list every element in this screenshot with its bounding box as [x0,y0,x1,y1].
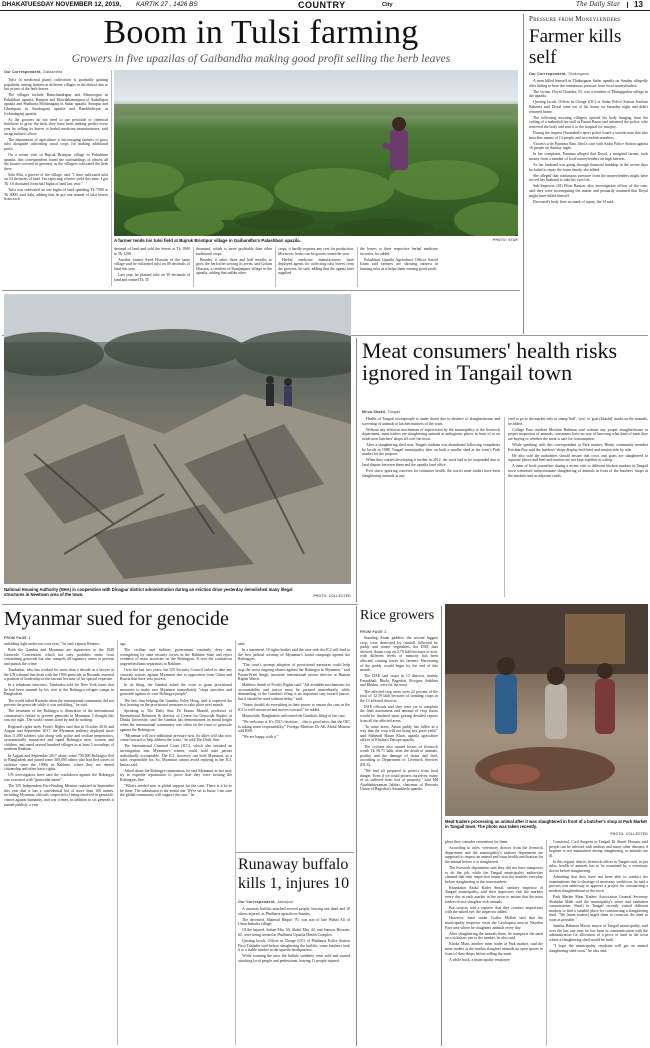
column-rule [235,640,236,1045]
myanmar-col3-para: In a statement, 10 rights bodies said the case with the ICJ will lead to the first judicial scrutiny of Myanmar's brutal campaign against the Rohingyas. [238,648,350,662]
meat-col1-para: When they started developing it further in 2012, the work had to be suspended due to land dispute between them and the upazila land office. [362,458,500,467]
section-rule [356,338,357,602]
meat-col2-para: A team of local journalists during a recent visit to different kitchen markets in Tangail town witnessed indiscriminate slaughtering of animals in front of the butchers' shops at the markets and on adjacent roads. [508,464,648,478]
meat-cont-left-para: However, meat trader Gaffar Mollah said that the municipality inspector visits the Lawhapara area in Nayabar Para area where he slaughters animals every day. [445,916,543,930]
meat-col1-para: Without any effective mechanism of supervision by the municipality or the livestock department, meat traders are slaughtering animals at unhygienic places in front of or on roads near butchers' shops all over the town. [362,427,500,441]
meat-cont-left-para: Khoka Mian, another meat trader at Park market, said the meat traders at the market slaughter animals on open spaces in front of their shops before selling the meat. [445,942,543,956]
column-rule [357,247,358,287]
farmer-para: As her husband was going through financial hardship in the recent days he failed to repay the loans timely, she added. [529,163,648,172]
farmer-para: Deceased's body bore no mark of injury, the SI said. [533,199,615,204]
tulsi-subhead: Growers in five upazilas of Gaibandha making good profit selling the herb leaves [71,52,451,65]
meat-col1-para: Health of Tangail townspeople is under threat due to absence of slaughterhouse and screening of animals at kitchen markets of the town. [362,417,500,426]
rice-para: The affected crop areas were 22 percent of the total of 12.59 lakh hectares of standing crops in the 13 affected districts. [360,689,438,703]
farmer-para: She alleged that continuous pressure from the moneylenders might have forced her husband to take his own life. [529,173,648,183]
farmer-para: The following morning villagers spotted his body hanging from the ceiling of a makeshift tea stall at Pasani Bazar and informed the police, who retrieved the body and sent it to the hospital for autopsy. [529,115,648,129]
meat-col1-para: Ever since, ignoring concerns for consumer health, the town's meat traders have been slaughtering animals at any [362,468,500,478]
rice-from-page: FROM PAGE 1 [360,630,387,634]
myanmar-col1-para: In a telephone interview, Tambadou told the New York times that he had been stunned by his visit to the Rohingya refugee camps in Bangladesh. [4,683,114,697]
masthead-divider [627,2,628,8]
farmer-para: Sub-Inspector (SI) Pilon Ranjan, also investigation officer of the case, said they were investigating the matter and primarily assumed that Doyal might have killed himself. [529,184,648,198]
farmer-figure [382,117,408,170]
meat-byline: Mirza Shakil, Tangail [362,410,401,414]
myanmar-col1-para: The treatment of the Rohingya is illustrative of the international community's failure to prevent genocide in Myanmar. I thought this was not right. The world cannot stand by and do nothing. [4,709,114,723]
farmer-body [529,79,648,329]
myanmar-column-1 [4,642,114,1046]
farmer-para: During the inquest (Suratahal) report police found a suicide note that also inscribes names of 14 people and two mobile numbers. [529,130,648,140]
farmer-para: In her complaint, Purnima alleged that Doyal, a marginal farmer, took money from a number of local moneylenders on high interest. [529,152,648,161]
tulsi-column-1 [4,78,108,286]
tulsi-headline-text: Boom in Tulsi farming [103,16,419,51]
buffalo-body [238,907,350,1046]
meat-traders-photo [445,604,648,816]
section-divider [236,852,354,853]
masthead-page-number: 13 [634,0,643,9]
myanmar-col2-para: The civilian and military government routinely deny any wrongdoing by state security forces in the Rakhine State and reject evidence of mass atrocities on the Rohingyas. It sees the crackdown targeted militant separatists in Rakhine. [120,648,232,666]
myanmar-col1-para: The world failed Rwanda when the international community did not prevent the genocide while it was unfolding," he said. [4,698,114,708]
meat-col2-para: He also said the authorities should ensure that cows and goats are slaughtered in separate places and beef and mutton are not kept together at a shop. [508,453,648,463]
masthead-section: COUNTRY [298,0,346,10]
myanmar-col2-para: The International Criminal Court (ICC), which also initiated an investigation into Myanmar's crimes, could hold state parties individually accountable. The ICJ, however, can hold Myanmar, as a state, responsible for. So, Myanmar cannot avoid replying to the ICJ, Imtiaz said. [120,744,232,767]
buffalo-para: Quoting locals, Officer in Charge (OC) of Phulbaria Police Station Firoj Talukder said before slaughtering the buffalo, some butchers took it to a stable market in the upazila headquarters. [238,939,350,953]
meat-headline-text: Meat consumers' health risks ignored in Tangail town [362,340,618,385]
farmer-headline [529,26,648,72]
column-rule [117,640,118,1045]
tulsi-byline: Our Correspondent, Gaibandha [4,70,63,74]
tulsi-column-4 [278,247,354,287]
myanmar-col3-para: "The court's prompt adoption of provisional measures could help stop the worst ongoing abuses against the Rohingya in Myanmar," said Param-Preet Singh, associate international justice director at Human Rights Watch. [238,663,350,682]
rice-para: DAE officials said they were yet to complete the final assessment and amount of crop losses would be finalised upon getting detailed reports from all the affected areas. [360,704,438,723]
myanmar-col3-para: Matthew Smith of Fortify Rights said: "All available mechanisms for accountability and justice must be pursued immediately, while dismantling of the Gambia's filing is an important step toward justice, but it should be used without delay," said. [238,683,350,702]
meat-cont-left-para: Khandakar Abdul Kader Sinial, sanitary inspector of Tangail municipality, said their inspectors visit the markets every day at each market in the town to ensure that the meat traders do not slaughter sick animals. [445,885,543,904]
meat-cont-left-para: But sources told a reporter that they conduct inspections with the naked eye, the inspector added. [445,905,543,915]
section-divider [2,604,358,605]
myanmar-col3-para: "States should do everything in their power to ensure the case in the ICJ is well resourced and moves forward," he added. [238,703,350,712]
meat-cont-left-para: A while back, a municipality employee [449,957,510,962]
column-rule [546,840,547,1046]
meat-cont-right-para: Admitting that they have not been able to conduct the examinations due to shortage of necessary workforce, he said a process was underway to approve a project for constructing a modern slaughterhouse in the town. [549,875,648,893]
tulsi-col2-para: Last year, he planted tulsi on 30 decimals of land and earned Tk 35 [114,272,190,282]
masthead-paper-name: The Daily Star [576,1,620,8]
myanmar-col1-para: Tambadou, who has worked for more than a decade as a lawyer at the UN tribunal that dealt with the 1994 genocide in Rwanda, asserted a position of leadership in the lawsuit because of his special expertise. [4,667,114,682]
meat-column-1 [362,417,500,597]
masthead-bangla-date: KARTIK 27 , 1426 BS [136,1,198,8]
tulsi-column-2 [114,247,190,287]
buffalo-para: The deceased, Shamsul Haque, 70, was son of late Wahid Ali of Umar Imbalia village. [238,917,350,927]
masthead [0,0,650,11]
meat-cont-right-para: In this regard, district livestock officer in Tangail said, as per rules, health of animals has to be examined by a veterinary doctor before slaughtering. [549,859,648,874]
buffalo-byline: Our Correspondent, Jamalpur [238,900,294,904]
section-divider [2,290,520,291]
rice-headline-text: Rice growers [360,608,435,623]
myanmar-headline-text: Myanmar sued for genocide [4,608,229,630]
myanmar-col2-para: Asked about the Rohingya repatriation, he said Myanmar in fact may try to expedite repatriation to prove that they were treating the Rohingyas fine. [120,768,232,783]
myanmar-col3-para: "We are happy with it." [242,735,279,740]
buffalo-headline-text: Runaway buffalo kills 1, injures 10 [238,856,350,892]
myanmar-col2-para: Over the last two years, the UN Security Council failed to take any concrete actions against Myanmar due to opposition from China and Russia that have veto powers. [120,667,232,682]
tulsi-col2-para: Another farmer Syed Hossain of the same village said he cultivated tulsi on 80 decimals of land this year. [114,257,190,271]
tulsi-photo-scene [114,70,518,236]
rice-para: The cyclone also caused losses of livestock worth Tk 50.71 lakh, after the death of animals, poultry and the damage of farms and feed, according to Department of Livestock Services (DLS). [360,744,438,767]
tulsi-photo-caption: A farmer tends his tulsi field at Bujruk Bristipur village in Gaibandha's Palashbari upazila. [114,238,301,243]
nha-people [266,376,292,406]
myanmar-col1-para: unfolding right under our own eyes," he said. reports Reuters. [4,642,101,646]
section-rule [523,14,524,334]
meat-cont-right-para: Jamilur Rahman Miron, mayor of Tangail municipality, said over the last one year, he has been in communication with the administration for allocation of a piece of land in the town where a slaughtering shed would be built. [549,924,648,942]
myanmar-col2-para: In its filing, the Gambia asked the court to grant provisional measures to make sure Myanmar immediately "stops atrocities and genocide against its own Rohingya people". [120,683,232,697]
myanmar-from-page: FROM PAGE 1 [4,636,31,640]
buffalo-para: Of the injured, Sultan Mia, 50, Abdul Mia, 42, and Sanwar Hossain, 65, were being treated at Phulbaria Upazila Health Complex. [238,928,350,937]
tulsi-col3-para: thousand, which is more profitable than other traditional crops. [196,247,272,256]
buffalo-para: A runaway buffalo attacked several people, leaving one dead and 10 others injured, in Phulbaria upazila on Sunday. [238,907,350,916]
tulsi-col4-para: Herbal medicine manufacturers have deployed agents for collecting tulsi leaves from the growers, he said, adding that the agents later supplied [278,257,354,276]
myanmar-col1-para: Regional rights body Fortify Rights said that in October 2016 and August and September 2017, the Myanmar military deployed more than 11,000 soldiers who along with police and civilian perpetrators, systematically massacred and raped Rohingya men, women and children, and razed several hundred villages in at least 5 townships of northern Rakhine. [4,724,114,752]
myanmar-col3-para: said. [238,642,246,646]
meat-col2-para: While speaking with this correspondent at Park market, Hindu community member Krishna Roy said the butchers' shops display both beef and mutton side by side. [508,442,648,452]
nha-photo-caption: National Housing Authority (NHA) in cooperation with Dinajpur district administration during an eviction drive yesterday demolished many illegal structures in Newtown area of the town. [4,587,293,597]
meat-photo-caption: Meat traders processing an animal after it was slaughtered in front of a butcher's shop at Park Market in Tangail town. The photo was taken recently. [445,819,647,829]
rice-para: The DAE said crops in 13 districts, mainly Patuakhali, Bhola, Bagerhat, Pirojpur, Satkhira and Khulna, were hit the most. [360,674,438,688]
myanmar-col1-para: The UN Independent Fact-Finding Mission reported in September this year that it has a confidential list of more than 100 names, including Myanmar officials, suspected of being involved in genocide, crimes against humanity, and war crimes, in addition to six generals it named publicly a year [4,784,114,807]
rice-headline [360,607,438,629]
meat-photo-credit: PHOTO: COLLECTED [610,832,648,836]
rice-para: "We had all prepared to protect from food danger. Even if we could protect ourselves, many of us suffered from loss of property," said Md Ajaddaduzzaman Jaldurr, chairman of Bewarta Union of Bagerhat's Sarankhola upazila. [360,769,438,792]
tulsi-col1-para: Tulsi (a medicinal plant) cultivation is gradually gaining popularity among farmers at different villages in the district due to fair prices of the herb leaves. [4,78,108,92]
myanmar-col2-para: ago. [120,642,127,646]
rice-para: Standing Aman paddies, the second biggest crop, were destroyed by rainfall, followed by paddy and winter vegetables, the DAE data showed. Aman crop on 2,70 lakh hectares of area, with different levels of maturity has been affected, causing losses for farmers. Harvesting of the paddy would begin by the end of this month. [360,636,438,673]
tulsi-col1-para: The villages include Bamchandrapur and Mamirajpur in Palashbari upazila, Ramjan and Khordakamarpara of Sadullapur upazila and Shatbaria Mohimaganj in Sadar upazila, Sonapur and Ghoshpara in Sundarganj upazila and Ramkhidirpur in Gobindaganj upazila. [4,93,108,116]
meat-photo-scene [445,604,648,816]
tulsi-col1-para: As the growers do not need to use pesticide or chemical fertilisers to grow the herb, they have been making profits every year by selling its leaves to herbal medicine manufacturers, said an agriculture officer. [4,117,108,136]
tulsi-col5-para: the leaves to their respective herbal medicine factories, he added. [360,247,438,256]
meat-cont-left-para: The livestock department said they did not have manpower to do the job, while the Tangail municipality authorities claimed that their inspection teams visit the markets everyday before slaughtering at the town markets. [445,865,543,884]
myanmar-col1-para: Both the Gambia and Myanmar are signatories to the 1948 Genocide Convention, which not only prohibits states from committing genocide but also compels all signatory states to prevent and punish the crime. [4,648,114,666]
tulsi-col3-para: Besides, it takes three and half months to grow the herb after sowing its seeds, said Golam Hossain, a resident of Ramjanpara village in the upazila, adding that unlike other [196,257,272,276]
meat-continued-left [445,840,543,1046]
tulsi-col5-para: Palashbari Upazila Agriculture Officer Azizul Islam said farmers are showing interest in farming tulsi as it helps them earning good profit. [360,257,438,271]
section-rule [441,606,442,1046]
nha-eviction-photo [4,294,351,584]
meat-cont-right-para: Park Market Meat Traders Association General Secretary Shahidur Miah said the municipality's street and sanitation commissioner (Sinti) in Tangail recently visited different markets to find a suitable place for constructing a slaughtering shed. "We [meat traders] urged them to construct the shed as soon as possible." [549,895,648,922]
tulsi-col2-para: decimal of land and sold the leaves at Tk 1000 to Tk 1200. [114,247,190,256]
tulsi-col1-para: The department of agriculture is encouraging farmers to grow tulsi alongside cultivating usual crops for making additional profit. [4,137,108,151]
masthead-city: DHAKA [2,1,26,8]
tulsi-col1-para: Salu Mia, a grower of the village, said "I have cultivated tulsi on 54 decimals of land. I'm expecting a better yield this time. I got Tk 1.6 thousand from half bigha of land last year." [4,172,108,186]
myanmar-col2-para: "Myanmar will face additional pressure now. Its allies will also now come forward to help address the crisis," he told The Daily Star. [120,733,232,743]
meat-cont-left-para: After slaughtering the animals there, he transports the meat on a rickshaw van to the market, he also said. [445,931,543,941]
meat-continued-right [549,840,648,1046]
masthead-section-sub: City [382,2,393,8]
meat-column-2 [508,417,648,597]
rice-para: "In some areas, Aman paddy has fallen in a way that the crop will not bring any good yield," said Shibendi Hasan Khan, upazila agriculture officer at Khulna's Dacope upazila. [360,724,438,743]
tulsi-column-5 [360,247,438,287]
tulsi-headline [4,16,518,56]
column-rule [111,70,112,286]
myanmar-column-3 [238,642,350,848]
farmer-para: A man killed himself in Thakurgaon Sadar upazila on Sunday allegedly after failing to bear the continuous pressure from local moneylenders. [529,79,648,88]
masthead-date: TUESDAY NOVEMBER 12, 2019, [24,1,121,8]
meat-cont-left-para: According to rules, veterinary doctors from the livestock department and the municipality's sanitary department are supposed to inspect an animal and issue health certification for the animal before it is slaughtered. [445,846,543,864]
tulsi-col4-para: crops, it hardly requires any cost for production. Moreover, herbs can be grown round the year. [278,247,354,256]
meat-cont-right-para: Contacted, Civil Surgeon in Tangail Dr Sharif Hossain said people can be infected with anthrax and many other diseases if hygiene is not maintained during slaughtering or animals are ill. [549,840,648,858]
meat-col2-para: yard to go to the market only to stamp 'bull', 'cow' or 'goat (khashi)' marks on the animals, he added. [508,417,648,426]
section-rule [356,606,357,1046]
rice-body [360,636,438,1046]
myanmar-col2-para: The law firm helping the Gambia, Foley Hoag, said it expected the first hearing on the provisional measures to take place next month. [120,698,232,708]
farmer-para: The victim, Doyal Chandra, 55, was a resident of Dhangipukur village in the upazila. [529,89,648,99]
myanmar-column-2 [120,642,232,1046]
myanmar-col2-para: Speaking to The Daily Star, Dr Emma Mamid, professor of International Relations & director of Centre for Genocide Studies at Dhaka University, said the Gambia has demonstrated its moral height when the international community was silent on the issue of genocide against the Rohingyas. [120,709,232,732]
meat-col2-para: College Para resident Moshiur Rahman said without any proper slaughterhouse or proper inspection of animals, consumers have no way of knowing what kind of meat they are buying or whether the meat is safe for consumption. [508,427,648,441]
meat-cont-right-para: "I hope the municipality residents will get an animal slaughtering shed soon," he also said. [549,943,648,953]
farmer-kicker: Pressure from Moneylenders [529,15,621,23]
tulsi-col1-para: Tulsi was cultivated on one bigha of land spending Tk 7000 to Tk 8000, said Salu, adding that he got one maund of tulsi leaves from each [4,188,108,202]
meat-col1-para: After a slaughtering shed near Tangail stadium was abandoned following complaints by locals in 1988, Tangail municipality later on built a smaller shed at the town's Park market for the purpose. [362,442,500,457]
myanmar-col1-para: In August and September 2017 alone, some 750,000 Rohingya fled to Bangladesh and joined some 300,000 others who had fled waves of violence since the 1990s in Rakhine, where they are denied citizenship and other basic rights. [4,753,114,772]
nha-photo-scene [4,294,351,584]
buffalo-para: While roaming the area, the buffalo suddenly went wild and started attacking local people and pedestrians, leaving 11 people injured. [238,954,350,963]
farmer-headline-text: Farmer kills self [529,26,622,68]
tulsi-col1-para: On a recent visit to Bujruk Bristipur village in Palashbari upazila, this correspondent found the surroundings of almost all the houses covered in greenery as the villagers cultivated the herb there. [4,152,108,171]
tulsi-field-photo [114,70,518,236]
column-rule [275,247,276,287]
myanmar-col3-para: Meanwhile, Bangladesh welcomed the Gambia's filing of the case. [242,713,346,718]
buffalo-headline [238,855,352,899]
tulsi-photo-credit: PHOTO: STAR [493,238,518,242]
column-rule [193,247,194,287]
myanmar-headline [4,607,354,633]
farmer-para: Quoting locals, Officer in Charge (OC) of Sadar Police Station Joinlam Bahonta said Doyal went out of his house on Saturday night and didn't returned home. [529,100,648,114]
tulsi-column-3 [196,247,272,287]
nha-photo-credit: PHOTO: COLLECTED [313,594,351,598]
farmer-byline: Our Correspondent, Thakurgaon [529,72,590,76]
farmer-para: Victim's wife Purnima Rani filed a case with Sadar Police Station against 16 people on Sunday night. [529,141,648,151]
myanmar-col2-para: "What's needed now is global support for the case. There is a lot to be done. The submission is the initial one. We're set to know, I am sure the global community will support the case," he [120,784,232,798]
myanmar-col3-para: "We welcome it. It's OIC's decision ... this is good news that the OIC is taking some responsibility," Foreign Minister Dr AK Abdul Momen told BSS. [238,719,350,734]
myanmar-col1-para: UN investigators have said the crackdown against the Rohingya was executed with "genocidal intent". [4,773,114,783]
meat-headline [362,340,648,406]
meat-cont-left-para: place they consider convenient for them. [445,840,509,844]
column-rule [504,417,505,597]
